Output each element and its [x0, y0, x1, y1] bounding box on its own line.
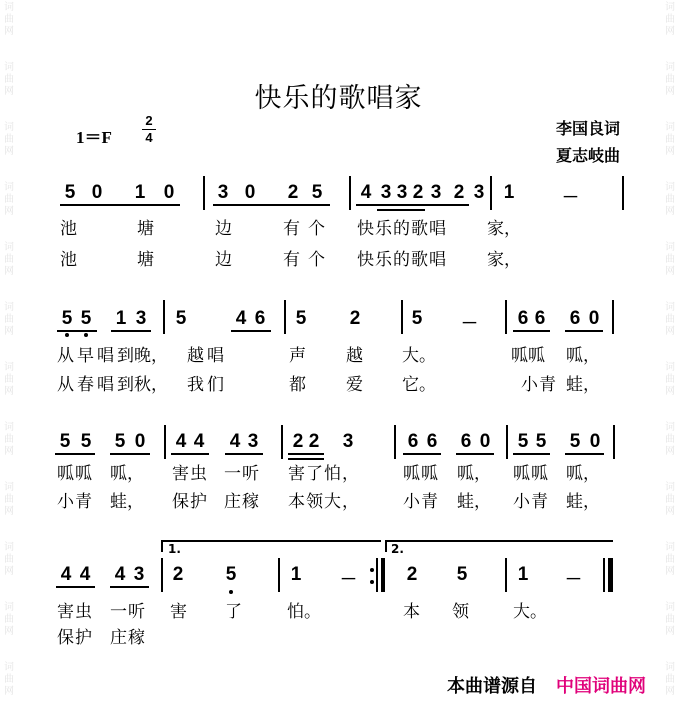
note: 4	[79, 564, 91, 585]
note: 5	[80, 308, 92, 329]
bar-line	[203, 176, 205, 210]
lyric: 害虫	[172, 464, 208, 484]
watermark-char: 词	[4, 482, 14, 493]
lyric: 从春唱到	[57, 375, 137, 395]
bar-line	[284, 300, 286, 334]
lyric: 本	[403, 602, 420, 622]
eighth-beam	[171, 453, 209, 455]
bar-line	[278, 558, 280, 592]
eighth-beam	[111, 330, 151, 332]
lyric: 越唱	[187, 346, 227, 366]
lyric: 呱呱	[403, 464, 439, 484]
watermark-char: 网	[665, 206, 675, 217]
lyric: 快乐的歌唱	[357, 219, 447, 239]
composer-credit: 夏志岐曲	[556, 146, 621, 165]
lyric: 害	[170, 602, 187, 622]
time-signature	[142, 114, 156, 145]
low-octave-dot	[65, 333, 69, 337]
watermark-char: 词	[665, 602, 675, 613]
lyric: 呱呱	[511, 346, 545, 366]
eighth-beam	[225, 453, 263, 455]
watermark-char: 网	[665, 26, 675, 37]
watermark-char: 网	[665, 686, 675, 697]
repeat-bar-thick	[381, 558, 385, 592]
note: 6	[254, 308, 266, 329]
watermark-char: 曲	[4, 374, 14, 385]
note: 2	[308, 431, 320, 452]
bar-line	[401, 300, 403, 334]
note: 4	[175, 431, 187, 452]
watermark-char: 曲	[665, 314, 675, 325]
watermark-char: 曲	[665, 74, 675, 85]
eighth-beam	[456, 453, 494, 455]
eighth-beam	[513, 453, 550, 455]
lyric: 害了怕，	[288, 464, 360, 484]
note: 2	[349, 308, 361, 329]
lyric: 蛙，	[110, 492, 144, 512]
lyric: 呱呱	[57, 464, 93, 484]
bar-line	[622, 176, 624, 210]
note: 3	[217, 182, 229, 203]
first-ending-label: 1.	[168, 542, 181, 556]
watermark-char: 曲	[4, 554, 14, 565]
note: 0	[479, 431, 491, 452]
watermark-char: 网	[4, 686, 14, 697]
eighth-beam	[288, 453, 324, 455]
watermark-char: 词	[665, 662, 675, 673]
lyric: 有个	[283, 250, 333, 270]
eighth-beam	[403, 453, 441, 455]
lyric: 小青	[521, 375, 557, 395]
note: 5	[311, 182, 323, 203]
lyric: 大。	[513, 602, 547, 622]
watermark-char: 词	[665, 302, 675, 313]
watermark-char: 曲	[4, 254, 14, 265]
lyric: 呱呱	[513, 464, 549, 484]
note: 6	[534, 308, 546, 329]
watermark-char: 网	[665, 386, 675, 397]
bar-line	[281, 425, 283, 459]
bar-line	[505, 558, 507, 592]
note: 1	[115, 308, 127, 329]
lyric: 家，	[487, 250, 521, 270]
low-octave-dot	[84, 333, 88, 337]
bar-line	[161, 558, 163, 592]
note: 3	[430, 182, 442, 203]
final-bar-thick	[608, 558, 613, 592]
lyric: 小青	[57, 492, 93, 512]
eighth-beam	[56, 586, 95, 588]
note: 1	[134, 182, 146, 203]
watermark-char: 曲	[665, 614, 675, 625]
watermark-char: 网	[665, 326, 675, 337]
watermark-char: 曲	[4, 194, 14, 205]
watermark-char: 网	[4, 266, 14, 277]
note: 2	[172, 564, 184, 585]
note: 3	[133, 564, 145, 585]
low-octave-dot	[229, 590, 233, 594]
bar-line	[164, 425, 166, 459]
watermark-char: 词	[4, 62, 14, 73]
note: 5	[295, 308, 307, 329]
note: 2	[292, 431, 304, 452]
watermark-char: 曲	[4, 494, 14, 505]
lyric: 爱	[346, 375, 363, 395]
watermark-char: 网	[4, 506, 14, 517]
watermark-char: 词	[665, 542, 675, 553]
note: 0	[589, 431, 601, 452]
note: 6	[569, 308, 581, 329]
note: 2	[406, 564, 418, 585]
watermark-char: 网	[665, 626, 675, 637]
note: 4	[60, 564, 72, 585]
watermark-char: 网	[4, 326, 14, 337]
song-title: 快乐的歌唱家	[254, 83, 423, 114]
watermark-char: 词	[4, 182, 14, 193]
watermark-char: 曲	[4, 134, 14, 145]
watermark-char: 曲	[665, 134, 675, 145]
eighth-beam	[110, 453, 150, 455]
watermark-char: 词	[665, 482, 675, 493]
lyric: 它。	[402, 375, 436, 395]
lyricist-credit: 李国良词	[556, 119, 621, 138]
sustain-dash: －	[565, 570, 582, 590]
eighth-beam	[513, 330, 550, 332]
lyric: 从早唱到	[57, 346, 137, 366]
lyric: 一听	[110, 602, 146, 622]
sustain-dash: －	[562, 188, 579, 208]
lyric: 秋，	[134, 375, 168, 395]
lyric: 本领大，	[288, 492, 360, 512]
note: 4	[235, 308, 247, 329]
note: 0	[163, 182, 175, 203]
watermark-char: 曲	[4, 14, 14, 25]
lyric: 边	[215, 219, 232, 239]
bar-line	[394, 425, 396, 459]
note: 6	[426, 431, 438, 452]
sixteenth-beam	[377, 209, 425, 211]
source-label: 本曲谱源自	[447, 676, 537, 697]
lyric: 蛙，	[566, 492, 600, 512]
repeat-dot	[370, 568, 374, 572]
watermark-char: 词	[665, 2, 675, 13]
sixteenth-beam	[288, 458, 324, 460]
note: 0	[134, 431, 146, 452]
note: 4	[229, 431, 241, 452]
lyric: 保护	[57, 628, 93, 648]
watermark-char: 曲	[4, 434, 14, 445]
lyric: 怕。	[287, 602, 321, 622]
note: 5	[411, 308, 423, 329]
lyric: 蛙，	[457, 492, 491, 512]
watermark-char: 词	[665, 182, 675, 193]
lyric: 害虫	[57, 602, 93, 622]
sustain-dash: －	[340, 570, 357, 590]
lyric: 蛙，	[566, 375, 600, 395]
lyric: 保护	[172, 492, 208, 512]
lyric: 家，	[487, 219, 521, 239]
lyric: 庄稼	[224, 492, 260, 512]
watermark-char: 词	[4, 362, 14, 373]
watermark-char: 词	[4, 122, 14, 133]
lyric: 越	[346, 346, 363, 366]
lyric: 我们	[187, 375, 227, 395]
bar-line	[349, 176, 351, 210]
watermark-char: 词	[4, 662, 14, 673]
eighth-beam	[57, 330, 97, 332]
eighth-beam	[213, 204, 330, 206]
eighth-beam	[565, 453, 604, 455]
lyric: 大。	[402, 346, 436, 366]
note: 3	[380, 182, 392, 203]
watermark-char: 网	[4, 386, 14, 397]
watermark-char: 网	[4, 566, 14, 577]
note: 3	[396, 182, 408, 203]
watermark-char: 曲	[665, 674, 675, 685]
watermark-char: 网	[665, 86, 675, 97]
lyric: 呱，	[566, 346, 600, 366]
note: 3	[135, 308, 147, 329]
watermark-char: 网	[4, 86, 14, 97]
watermark-char: 曲	[4, 314, 14, 325]
note: 2	[453, 182, 465, 203]
lyric: 呱，	[110, 464, 144, 484]
watermark-char: 词	[4, 602, 14, 613]
note: 4	[193, 431, 205, 452]
watermark-char: 网	[4, 26, 14, 37]
lyric: 了	[225, 602, 242, 622]
lyric: 池	[60, 219, 77, 239]
watermark-char: 曲	[665, 554, 675, 565]
bar-line	[163, 300, 165, 334]
lyric: 塘	[137, 219, 154, 239]
bar-line	[613, 425, 615, 459]
lyric: 小青	[403, 492, 439, 512]
watermark-char: 词	[665, 122, 675, 133]
watermark-char: 曲	[665, 194, 675, 205]
key-signature: 1＝F	[76, 128, 112, 147]
eighth-beam	[60, 204, 180, 206]
note: 6	[517, 308, 529, 329]
lyric: 池	[60, 250, 77, 270]
watermark-char: 词	[665, 362, 675, 373]
watermark-char: 网	[665, 446, 675, 457]
final-bar-thin	[603, 558, 605, 592]
watermark-char: 词	[665, 62, 675, 73]
watermark-char: 词	[4, 302, 14, 313]
lyric: 呱，	[457, 464, 491, 484]
eighth-beam	[565, 330, 603, 332]
note: 5	[569, 431, 581, 452]
note: 2	[287, 182, 299, 203]
note: 5	[517, 431, 529, 452]
lyric: 庄稼	[110, 628, 146, 648]
watermark-char: 词	[4, 542, 14, 553]
note: 3	[473, 182, 485, 203]
watermark-char: 曲	[4, 74, 14, 85]
lyric: 快乐的歌唱	[357, 250, 447, 270]
second-ending-bracket	[385, 540, 613, 552]
note: 1	[517, 564, 529, 585]
lyric: 塘	[137, 250, 154, 270]
note: 5	[535, 431, 547, 452]
watermark-char: 网	[4, 626, 14, 637]
watermark-char: 词	[4, 422, 14, 433]
watermark-char: 词	[4, 242, 14, 253]
watermark-char: 曲	[665, 14, 675, 25]
watermark-char: 网	[4, 146, 14, 157]
watermark-char: 曲	[665, 494, 675, 505]
watermark-char: 词	[665, 422, 675, 433]
note: 0	[244, 182, 256, 203]
lyric: 都	[289, 375, 306, 395]
watermark-char: 网	[4, 446, 14, 457]
second-ending-label: 2.	[391, 542, 404, 556]
lyric: 小青	[513, 492, 549, 512]
note: 1	[503, 182, 515, 203]
sustain-dash: －	[461, 314, 478, 334]
bar-line	[612, 300, 614, 334]
watermark-char: 网	[665, 506, 675, 517]
note: 1	[290, 564, 302, 585]
lyric: 领	[452, 602, 469, 622]
watermark-char: 词	[665, 242, 675, 253]
note: 0	[588, 308, 600, 329]
note: 0	[91, 182, 103, 203]
bar-line	[506, 425, 508, 459]
repeat-dot	[370, 580, 374, 584]
watermark-char: 网	[665, 146, 675, 157]
note: 6	[407, 431, 419, 452]
note: 5	[175, 308, 187, 329]
eighth-beam	[231, 330, 271, 332]
first-ending-bracket	[161, 540, 381, 552]
lyric: 声	[289, 346, 306, 366]
time-denominator: 4	[145, 130, 153, 145]
lyric: 一听	[224, 464, 260, 484]
note: 4	[360, 182, 372, 203]
watermark-char: 曲	[665, 374, 675, 385]
watermark-char: 网	[665, 566, 675, 577]
lyric: 有个	[283, 219, 333, 239]
note: 3	[342, 431, 354, 452]
watermark-char: 网	[665, 266, 675, 277]
lyric: 晚，	[134, 346, 168, 366]
note: 5	[59, 431, 71, 452]
watermark-char: 曲	[4, 614, 14, 625]
watermark-char: 网	[4, 206, 14, 217]
note: 5	[64, 182, 76, 203]
watermark-char: 曲	[665, 434, 675, 445]
bar-line	[490, 176, 492, 210]
repeat-bar-thin	[376, 558, 378, 592]
note: 4	[114, 564, 126, 585]
lyric: 边	[215, 250, 232, 270]
eighth-beam	[55, 453, 95, 455]
note: 5	[456, 564, 468, 585]
note: 5	[61, 308, 73, 329]
watermark-char: 曲	[665, 254, 675, 265]
note: 5	[80, 431, 92, 452]
bar-line	[505, 300, 507, 334]
note: 6	[460, 431, 472, 452]
eighth-beam	[110, 586, 149, 588]
time-numerator: 2	[145, 113, 153, 128]
note: 5	[114, 431, 126, 452]
watermark-char: 曲	[4, 674, 14, 685]
note: 3	[247, 431, 259, 452]
note: 2	[412, 182, 424, 203]
watermark-char: 词	[4, 2, 14, 13]
source-site-link[interactable]: 中国词曲网	[556, 676, 646, 697]
note: 5	[225, 564, 237, 585]
lyric: 呱，	[566, 464, 600, 484]
eighth-beam	[356, 204, 469, 206]
